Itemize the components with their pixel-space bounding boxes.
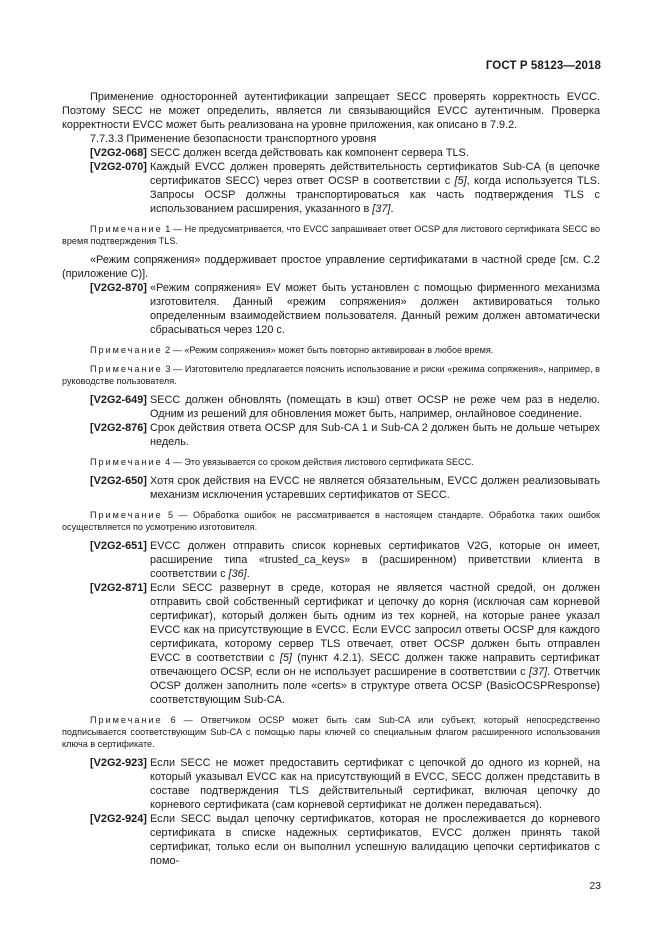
requirement-871 xyxy=(62,581,600,707)
requirement-650 xyxy=(62,474,600,502)
page-content xyxy=(62,90,600,868)
requirement-text: (пункт 4.2.1). SECC должен также направить сертификат отвечающего OCSP, если он не использует расширение в соответствии с xyxy=(150,652,600,678)
requirement-code: [V2G2-924] xyxy=(90,813,147,825)
requirement-code: [V2G2-070] xyxy=(90,161,147,173)
note-label: Примечание xyxy=(90,457,163,467)
paragraph-pairing-mode: «Режим сопряжения» поддерживает простое управление сертификатами в частной среде [см. С.2 (приложение С)]. xyxy=(62,254,600,280)
requirement-text: . xyxy=(390,203,394,215)
note-label: Примечание xyxy=(90,715,163,725)
requirement-text: SECC должен обновлять (помещать в кэш) ответ OCSP не реже чем раз в неделю. Одним из решений для обновления может быть, например, онлайновое соединение. xyxy=(150,394,600,420)
requirement-code: [V2G2-870] xyxy=(90,282,147,294)
standard-header: ГОСТ Р 58123—2018 xyxy=(485,60,601,72)
requirement-876 xyxy=(62,421,600,449)
requirement-text: Каждый EVCC должен проверять действительность сертификатов Sub-CA (в цепочке сертификатов SECC) через ответ OCSP в соответствии с xyxy=(150,161,600,187)
requirement-code: [V2G2-923] xyxy=(90,757,147,769)
requirement-070 xyxy=(62,160,600,216)
note-text: 2 — «Режим сопряжения» может быть повторно активирован в любое время. xyxy=(162,345,494,355)
requirement-870 xyxy=(62,281,600,337)
note-label: Примечание xyxy=(90,510,163,520)
requirement-code: [V2G2-871] xyxy=(90,582,147,594)
requirement-649 xyxy=(62,393,600,421)
section-heading: 7.7.3.3 Применение безопасности транспортного уровня xyxy=(90,133,377,145)
requirement-text: , когда используется TLS. Запросы OCSP должны транспортироваться как часть подтверждения TLS с использованием расширения, указанного в xyxy=(150,175,600,215)
requirement-text: Если SECC развернут в среде, которая не является частной средой, он должен отправить свой собственный сертификат и цепочку до корня (исключая сам корневой сертификат), который должен быть одним из тех корней, на которые ранее указал EVCC как на присутствующие в EVCC. Если EVCC запросил ответы OCSP для каждого сертификата, которому сервер TLS отвечает, ответ OCSP должен быть отправлен EVCC в соответствии с xyxy=(150,582,600,664)
requirement-code: [V2G2-650] xyxy=(90,475,147,487)
requirement-code: [V2G2-876] xyxy=(90,422,147,434)
requirement-924 xyxy=(62,812,600,868)
note-2 xyxy=(62,344,600,356)
paragraph-one-way-auth: Применение односторонней аутентификации запрещает SECC проверять корректность EVCC. Поэтому SECC не может определить, является ли связывающийся EVCC аутентичным. Проверка корректности EVCC может быть реализована на уровне приложения, как описано в 7.9.2. xyxy=(62,91,600,131)
requirement-text: Срок действия ответа OCSP для Sub-CA 1 и Sub-CA 2 должен быть не дольше четырех недель. xyxy=(150,422,600,448)
note-4 xyxy=(62,456,600,468)
requirement-923 xyxy=(62,756,600,812)
reference: [5] xyxy=(279,652,292,664)
requirement-code: [V2G2-649] xyxy=(90,394,147,406)
note-5 xyxy=(62,509,600,533)
requirement-text: SECC должен всегда действовать как компонент сервера TLS. xyxy=(150,147,469,159)
requirement-text: Хотя срок действия на EVCC не является обязательным, EVCC должен реализовывать механизм исключения устаревших сертификатов от SECC. xyxy=(150,475,600,501)
requirement-text: «Режим сопряжения» EV может быть установлен с помощью фирменного механизма изготовителя. Данный «режим сопряжения» должен активироваться только определенным взаимодействием пользователя. Данный режим должен автоматически сбрасываться через 120 с. xyxy=(150,282,600,336)
requirement-text: Если SECC не может предоставить сертификат с цепочкой до одного из корней, на который указывал EVCC как на присутствующий в EVCC, SECC должен представить в составе подтверждения TLS действительный сертификат, включая цепочку до корневого сертификата (сам корневой сертификат не должен передаваться). xyxy=(150,757,600,811)
requirement-text: . xyxy=(246,568,250,580)
reference: [36] xyxy=(228,568,247,580)
note-label: Примечание xyxy=(90,364,163,374)
reference: [37] xyxy=(529,666,548,678)
requirement-text: Если SECC выдал цепочку сертификатов, которая не прослеживается до корневого сертификата в списке надежных сертификатов, EVCC должен принять такой сертификат, только если он выполнил успешную валидацию цепочки сертификатов с помо- xyxy=(150,813,600,867)
requirement-text: EVCC должен отправить список корневых сертификатов V2G, которые он имеет, расширение типа «trusted_ca_keys» в (расширенном) приветствии клиента в соответствии с xyxy=(150,540,600,580)
note-text: 6 — Ответчиком OCSP может быть сам Sub-CA или субъект, который непосредственно подписывается соответствующим Sub-CA с помощью пары ключей со специальным флагом расширенного использования ключа в сертификате. xyxy=(62,715,600,749)
note-text: 1 — Не предусматривается, что EVCC запрашивает ответ OCSP для листового сертификата SECC во время подтверждения TLS. xyxy=(62,224,600,246)
requirement-068 xyxy=(62,146,600,160)
requirement-code: [V2G2-068] xyxy=(90,147,147,159)
note-label: Примечание xyxy=(90,224,163,234)
reference: [37] xyxy=(372,203,391,215)
requirement-text: . Ответчик OCSP должен заполнить поле «certs» в структуре ответа OCSP (BasicOCSPResponse) соответствующим Sub-CA. xyxy=(150,666,600,706)
page-number: 23 xyxy=(589,880,601,892)
note-1 xyxy=(62,223,600,247)
note-text: 5 — Обработка ошибок не рассматривается в настоящем стандарте. Обработка таких ошибок осуществляется по усмотрению изготовителя. xyxy=(62,510,600,532)
requirement-651 xyxy=(62,539,600,581)
note-label: Примечание xyxy=(90,345,163,355)
reference: [5] xyxy=(454,175,467,187)
note-text: 3 — Изготовителю предлагается пояснить использование и риски «режима сопряжения», например, в руководстве пользователя. xyxy=(62,364,600,386)
requirement-code: [V2G2-651] xyxy=(90,540,147,552)
note-6 xyxy=(62,714,600,750)
note-3 xyxy=(62,363,600,387)
note-text: 4 — Это увязывается со сроком действия листового сертификата SECC. xyxy=(162,457,474,467)
